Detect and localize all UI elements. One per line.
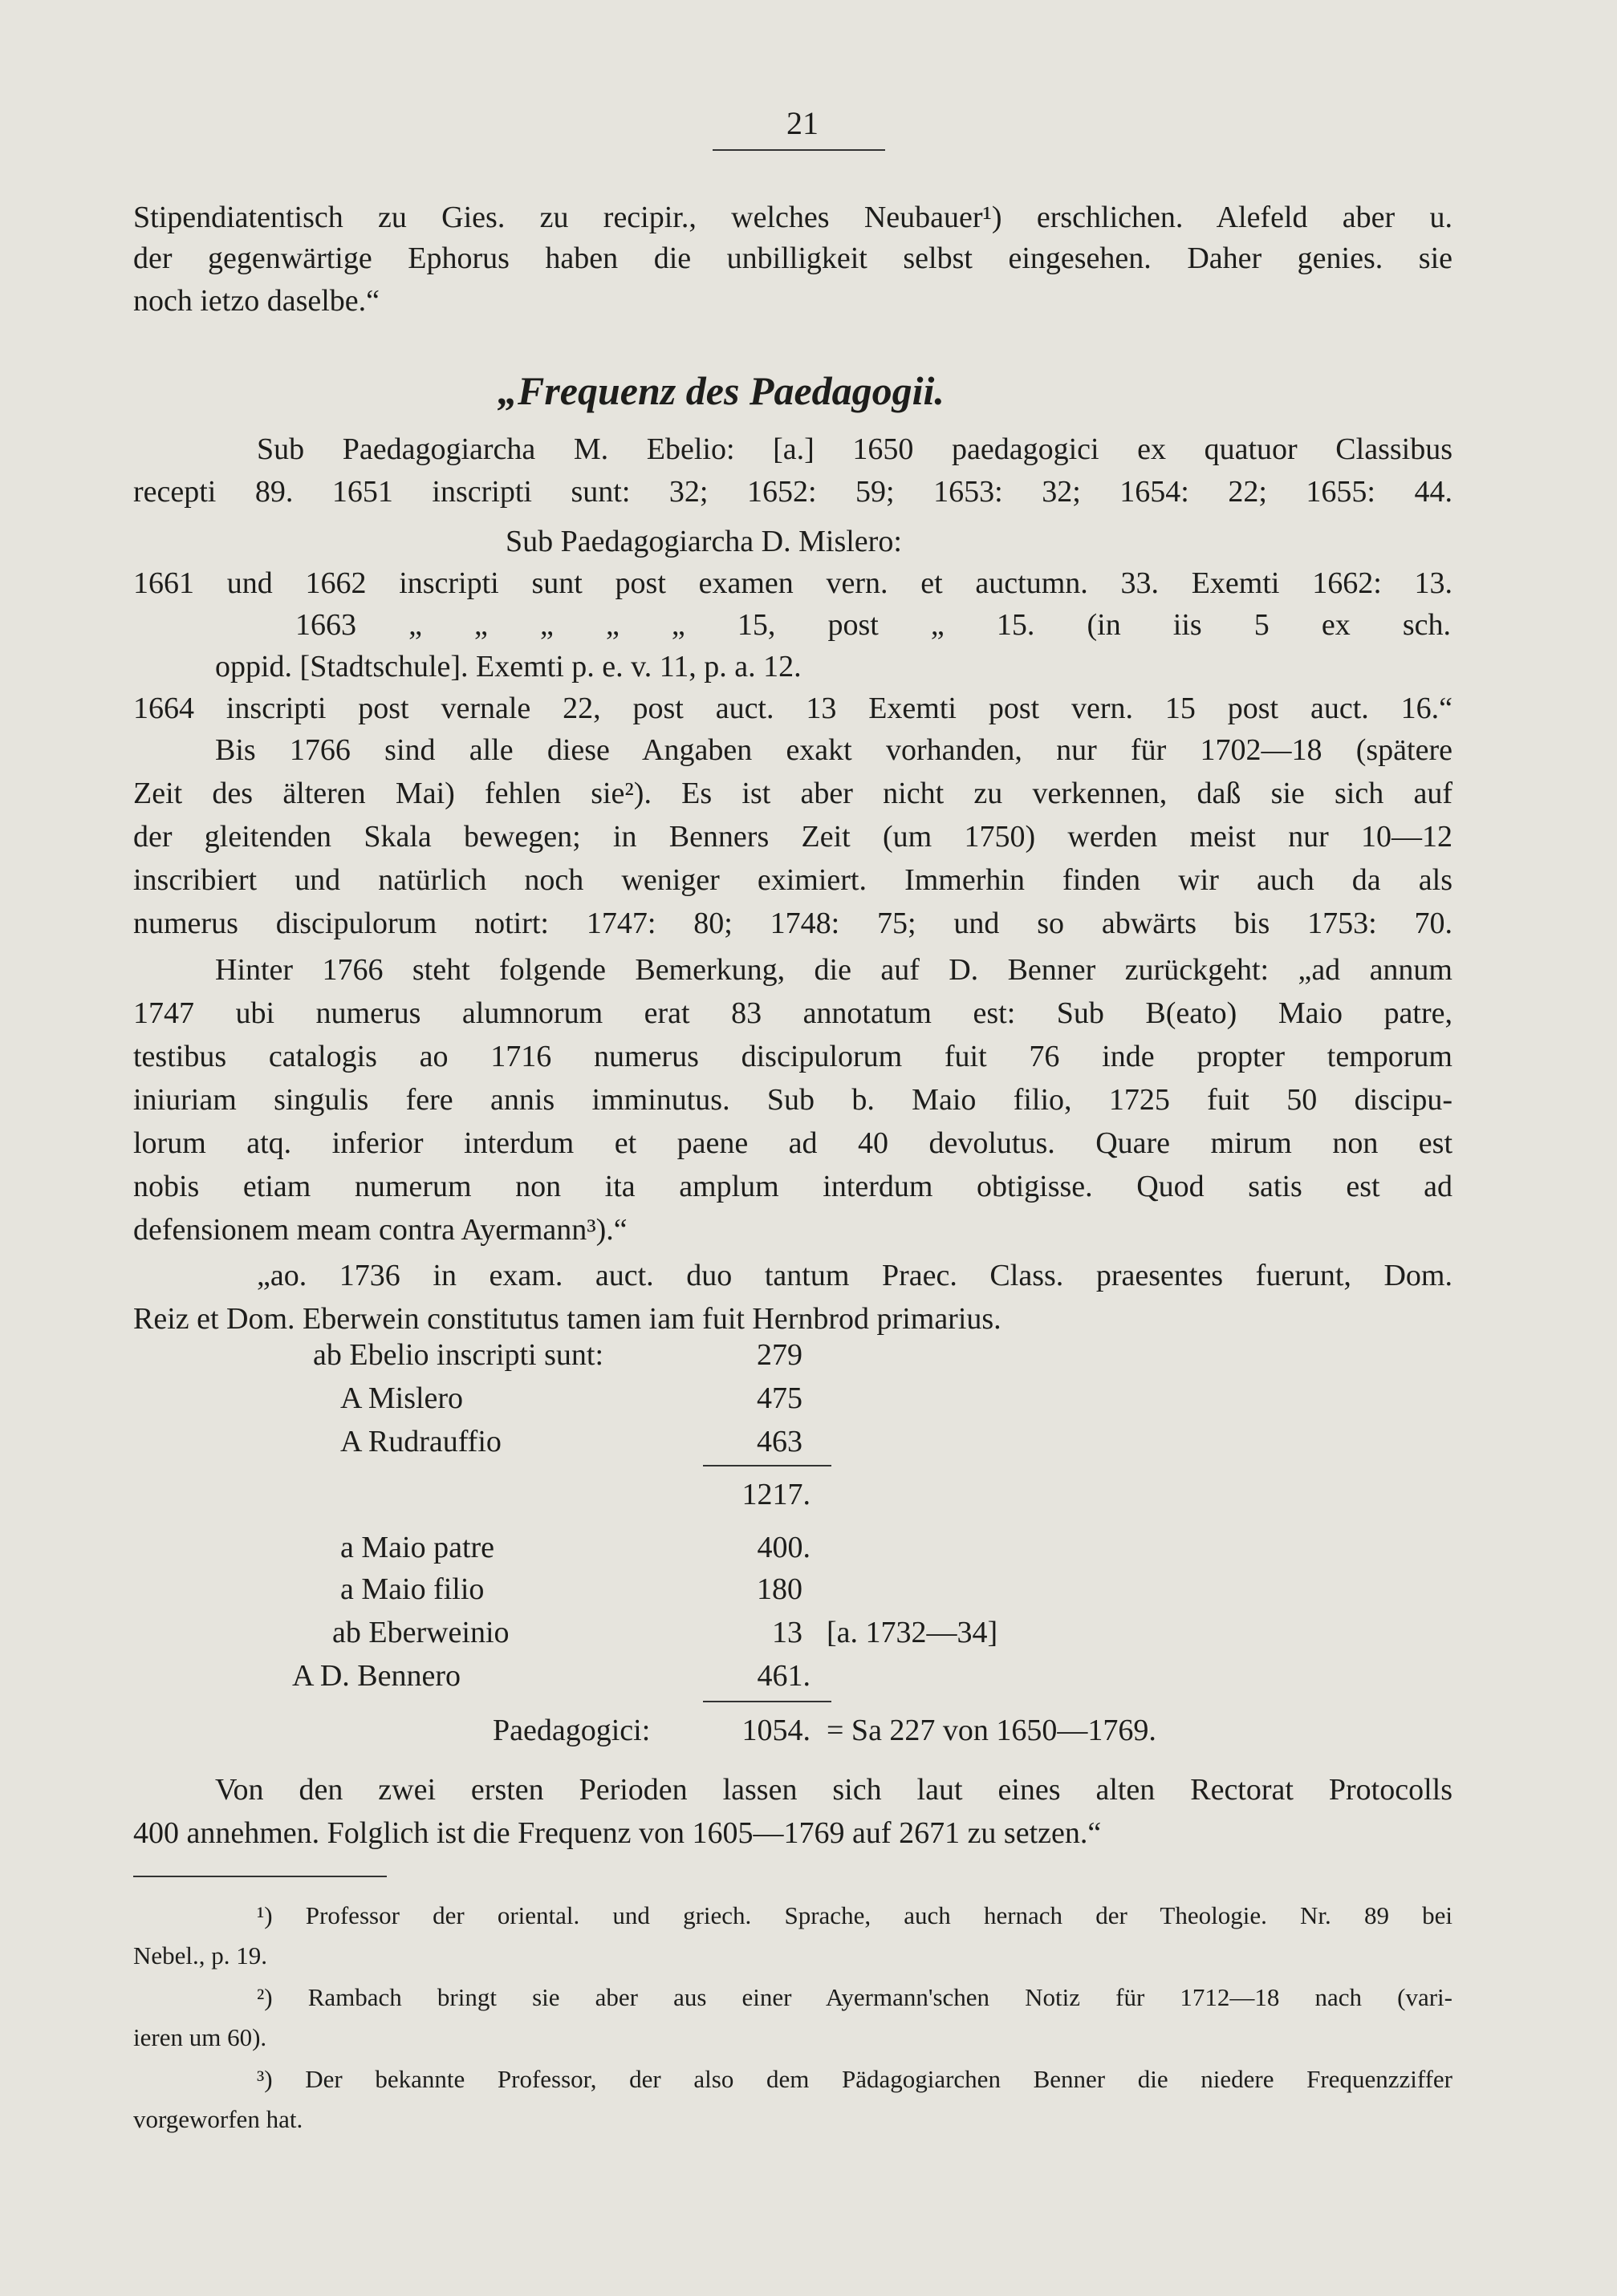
sum-rule: [703, 1465, 831, 1466]
total-value: 1054.: [741, 1714, 811, 1747]
text-line: lorum atq. inferior interdum et paene ad 40 devolutus. Quare mirum non est: [133, 1126, 1452, 1160]
table-value: 279: [757, 1338, 802, 1372]
text-line: testibus catalogis ao 1716 numerus discipulorum fuit 76 inde propter temporum: [133, 1040, 1452, 1073]
table-label: a Maio filio: [340, 1572, 485, 1606]
total-note: = Sa 227 von 1650—1769.: [827, 1714, 1156, 1747]
text-line: Reiz et Dom. Eberwein constitutus tamen iam fuit Hernbrod primarius.: [133, 1302, 1001, 1336]
text-line: Stipendiatentisch zu Gies. zu recipir., welches Neubauer¹) erschlichen. Alefeld aber u.: [133, 201, 1452, 234]
sum-rule: [703, 1701, 831, 1702]
footnote-line: ¹) Professor der oriental. und griech. Sprache, auch hernach der Theologie. Nr. 89 bei: [257, 1901, 1452, 1929]
text-line: iniuriam singulis fere annis imminutus. Sub b. Maio filio, 1725 fuit 50 discipu-: [133, 1083, 1452, 1117]
table-value: 475: [757, 1381, 802, 1415]
section-heading: „Frequenz des Paedagogii.: [498, 368, 945, 413]
table-label: ab Ebelio inscripti sunt:: [313, 1338, 604, 1372]
text-line: Zeit des älteren Mai) fehlen sie²). Es ist aber nicht zu verkennen, daß sie sich auf: [133, 777, 1452, 810]
text-line: numerus discipulorum notirt: 1747: 80; 1748: 75; und so abwärts bis 1753: 70.: [133, 907, 1452, 940]
text-line: oppid. [Stadtschule]. Exemti p. e. v. 11, p. a. 12.: [215, 650, 802, 684]
page-number: 21: [786, 105, 819, 141]
footnote-line: Nebel., p. 19.: [133, 1941, 268, 1969]
table-value: 461.: [757, 1659, 811, 1693]
table-label: A Rudrauffio: [340, 1425, 502, 1458]
total-label: Paedagogici:: [493, 1714, 651, 1747]
text-line: 1663 „ „ „ „ „ 15, post „ 15. (in iis 5 ex sch.: [295, 608, 1451, 642]
text-line: Von den zwei ersten Perioden lassen sich laut eines alten Rectorat Protocolls: [215, 1773, 1452, 1807]
table-value: 463: [757, 1425, 802, 1458]
table-value: 400.: [757, 1531, 811, 1564]
footnote-line: vorgeworfen hat.: [133, 2105, 303, 2133]
table-label: ab Eberweinio: [332, 1616, 510, 1649]
text-line: Sub Paedagogiarcha M. Ebelio: [a.] 1650 paedagogici ex quatuor Classibus: [257, 432, 1452, 466]
text-line: „ao. 1736 in exam. auct. duo tantum Praec. Class. praesentes fuerunt, Dom.: [257, 1259, 1452, 1292]
table-sum: 1217.: [741, 1478, 811, 1511]
text-line: Hinter 1766 steht folgende Bemerkung, die auf D. Benner zurückgeht: „ad annum: [215, 953, 1452, 987]
sub-heading: Sub Paedagogiarcha D. Mislero:: [506, 525, 902, 558]
text-line: 1664 inscripti post vernale 22, post auct. 13 Exemti post vern. 15 post auct. 16.“: [133, 692, 1452, 725]
table-label: a Maio patre: [340, 1531, 495, 1564]
footnote-line: ³) Der bekannte Professor, der also dem Pädagogiarchen Benner die niedere Frequenzziffer: [257, 2065, 1452, 2093]
text-line: der gleitenden Skala bewegen; in Benners Zeit (um 1750) werden meist nur 10—12: [133, 820, 1452, 854]
table-label: A D. Bennero: [292, 1659, 461, 1693]
text-line: 1661 und 1662 inscripti sunt post examen vern. et auctumn. 33. Exemti 1662: 13.: [133, 566, 1452, 600]
text-line: defensionem meam contra Ayermann³).“: [133, 1213, 628, 1247]
text-line: recepti 89. 1651 inscripti sunt: 32; 1652: 59; 1653: 32; 1654: 22; 1655: 44.: [133, 475, 1452, 509]
text-line: inscribiert und natürlich noch weniger eximiert. Immerhin finden wir auch da als: [133, 863, 1452, 897]
footnote-line: ²) Rambach bringt sie aber aus einer Ayermann'schen Notiz für 1712—18 nach (vari-: [257, 1983, 1452, 2011]
text-line: der gegenwärtige Ephorus haben die unbilligkeit selbst eingesehen. Daher genies. sie: [133, 241, 1452, 275]
text-line: 400 annehmen. Folglich ist die Frequenz von 1605—1769 auf 2671 zu setzen.“: [133, 1816, 1102, 1850]
text-line: 1747 ubi numerus alumnorum erat 83 annotatum est: Sub B(eato) Maio patre,: [133, 996, 1452, 1030]
text-line: noch ietzo daselbe.“: [133, 284, 380, 318]
text-line: Bis 1766 sind alle diese Angaben exakt vorhanden, nur für 1702—18 (spätere: [215, 733, 1452, 767]
text-line: nobis etiam numerum non ita amplum interdum obtigisse. Quod satis est ad: [133, 1170, 1452, 1203]
page-number-rule: [713, 149, 885, 151]
footnote-line: ieren um 60).: [133, 2023, 267, 2051]
table-value: 180: [757, 1572, 802, 1606]
table-label: A Mislero: [340, 1381, 464, 1415]
footnote-rule: [133, 1876, 387, 1877]
table-note: [a. 1732—34]: [827, 1616, 998, 1649]
table-value: 13: [772, 1616, 802, 1649]
